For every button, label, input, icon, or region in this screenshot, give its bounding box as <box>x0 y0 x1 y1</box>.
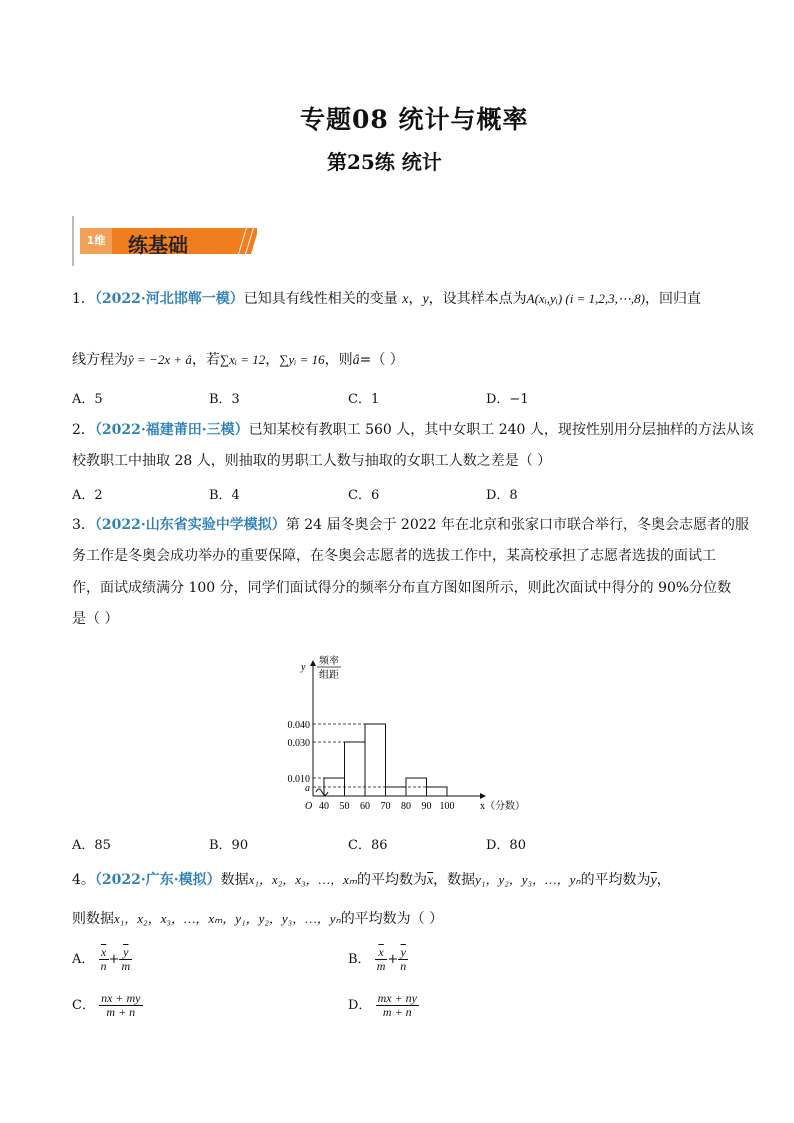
option-label: C． <box>72 998 95 1013</box>
x-tick-label: 40 <box>319 801 329 812</box>
y-tick-label: 0.030 <box>287 738 310 749</box>
q2-source: （2022·福建莆田·三模） <box>94 422 249 438</box>
q4-line1 <box>72 870 671 891</box>
frac-den: m <box>376 959 386 973</box>
q1-option-a[interactable]: A．5 <box>72 392 103 407</box>
y-axis-label-den: 组距 <box>319 670 339 681</box>
frac-den: m <box>121 959 131 973</box>
q3-line3: 作，面试成绩满分 100 分，同学们面试得分的频率分布直方图如图所示，则此次面试中得分的 90%分位数 <box>72 580 732 596</box>
q1-line1: 1．（2022·河北邯郸一模）已知具有线性相关的变量 x，y，设其样本点为A(xᵢ,yᵢ) (i = 1,2,3,⋯,8)，回归直 <box>72 291 701 307</box>
q3-number: 3． <box>72 517 95 533</box>
q2-number: 2． <box>72 422 95 438</box>
regression-expr: ŷ = −2x + â <box>128 352 192 367</box>
x-tick-label: 60 <box>360 801 370 812</box>
q3-text: 第 24 届冬奥会于 2022 年在北京和张家口市联合举行，冬奥会志愿者的服 <box>285 517 750 533</box>
q4-text: ， <box>656 872 671 888</box>
banner-tag: 1维 <box>86 234 106 247</box>
q1-text: ，设其样本点为 <box>428 291 527 307</box>
x-data-list: x₁，x₂，x₃，…，xₘ <box>248 872 357 887</box>
q1-text: =（ ） <box>359 352 404 368</box>
frac-num: nx + my <box>101 991 141 1005</box>
page-title: 专题08 统计与概率 <box>300 105 529 134</box>
y-axis-arrow <box>310 660 316 666</box>
q4-option-d[interactable] <box>348 992 419 1019</box>
q2-option-c[interactable]: C．6 <box>348 488 380 503</box>
histogram-bar <box>345 742 366 796</box>
q1-source: （2022·河北邯郸一模） <box>94 291 244 307</box>
option-label: A． <box>72 952 95 967</box>
option-label: B． <box>348 952 371 967</box>
q3-source: （2022·山东省实验中学模拟） <box>94 517 286 533</box>
histogram-bar <box>386 787 407 796</box>
origin-label: O <box>305 801 313 812</box>
q3-option-b[interactable]: B．90 <box>209 838 249 853</box>
q2-option-b[interactable]: B．4 <box>209 488 240 503</box>
y-axis-var: y <box>301 662 306 673</box>
q4-option-b[interactable]: B． $\frac{\overline{x}}{m}$ + $\frac{\overline{y}}{n}$ <box>348 945 407 973</box>
q2-text: 已知某校有教职工 560 人，其中女职工 240 人，现按性别用分层抽样的方法从该 <box>248 422 754 438</box>
q4-number: 4。 <box>72 872 95 888</box>
y-mean: $\overline{y}$ <box>650 873 657 888</box>
y-data-list: y₁，y₂，y₃，…，yₙ <box>475 872 581 887</box>
q1-text: ，回归直 <box>644 291 701 307</box>
q4-text: 的平均数为 <box>356 872 427 888</box>
q4-text: 数据 <box>220 872 249 888</box>
sample-point-expr: A(xᵢ,yᵢ) (i = 1,2,3,⋯,8) <box>526 291 645 306</box>
frac-num: $\overline{x}$ <box>375 946 388 960</box>
q1-option-b[interactable]: B．3 <box>209 392 240 407</box>
q1-number: 1． <box>72 291 95 307</box>
x-tick-label: 70 <box>380 801 391 812</box>
frac-num: $\overline{y}$ <box>119 946 132 960</box>
histogram-bar <box>365 724 386 796</box>
section-banner <box>72 216 257 266</box>
sum-x-expr: ∑xᵢ = 12 <box>219 352 266 367</box>
q1-text: 线方程为 <box>72 352 128 368</box>
q4-text: 则数据 <box>72 911 114 927</box>
x-axis-label: x（分数） <box>480 801 525 812</box>
q3-option-a[interactable]: A．85 <box>72 838 111 853</box>
frac-den: m + n <box>106 1005 136 1019</box>
frac-den: n <box>400 959 407 973</box>
q2-line1 <box>72 420 754 440</box>
x-axis-arrow <box>480 793 486 799</box>
q1-line2: 线方程为ŷ = −2x + â，若∑xᵢ = 12，∑yᵢ = 16，则â=（ ） <box>72 352 404 368</box>
q4-text: 的平均数为（ ） <box>340 911 444 927</box>
sum-y-expr: ∑yᵢ = 16 <box>279 352 325 367</box>
q3-line4: 是（ ） <box>72 611 119 627</box>
y-axis-label-num: 频率 <box>319 656 339 667</box>
q4-text: 的平均数为 <box>580 872 651 888</box>
q1-text: ，若 <box>191 352 220 368</box>
q1-text: ，则 <box>324 352 353 368</box>
ask-var: â <box>352 353 360 368</box>
q4-option-a[interactable]: A． $\frac{\overline{x}}{n}$ + $\frac{\overline{y}}{m}$ <box>72 945 131 973</box>
q4-source: （2022·广东·模拟） <box>94 872 221 888</box>
y-tick-label: 0.040 <box>287 720 310 731</box>
y-tick-label: 0.010 <box>287 774 310 785</box>
q3-option-d[interactable]: D．80 <box>486 838 526 853</box>
q4-text: ，数据 <box>433 872 476 888</box>
q3-line1 <box>72 515 749 535</box>
q1-text: 已知具有线性相关的变量 <box>243 291 398 307</box>
combined-data-list: x₁，x₂，x₃，…，xₘ，y₁，y₂，y₃，…，yₙ <box>114 911 341 926</box>
frac-num: $\overline{x}$ <box>99 946 109 960</box>
x-mean: $\overline{x}$ <box>426 873 434 888</box>
banner-label: 练基础 <box>128 233 188 257</box>
x-tick-label: 80 <box>401 801 411 812</box>
histogram-chart <box>268 650 538 820</box>
x-tick-label: 90 <box>421 801 432 812</box>
q4-line2 <box>72 909 443 929</box>
x-tick-label: 50 <box>339 801 350 812</box>
q2-line2: 校教职工中抽取 28 人，则抽取的男职工人数与抽取的女职工人数之差是（ ） <box>72 453 552 469</box>
q3-option-c[interactable]: C．86 <box>348 838 388 853</box>
frac-num: $\overline{y}$ <box>398 946 408 960</box>
q3-line2: 务工作是冬奥会成功举办的重要保障，在冬奥会志愿者的选拔工作中，某高校承担了志愿者选拔的面试工 <box>72 548 716 564</box>
histogram-bar <box>427 787 448 796</box>
var-y: y <box>422 292 429 307</box>
option-label: D． <box>348 998 372 1013</box>
q4-option-c[interactable] <box>72 992 143 1019</box>
frac-den: m + n <box>382 1005 412 1019</box>
page-subtitle: 第25练 统计 <box>327 150 442 174</box>
q2-option-d[interactable]: D．8 <box>486 488 518 503</box>
q1-option-d[interactable]: D．−1 <box>486 392 529 407</box>
q2-option-a[interactable]: A．2 <box>72 488 103 503</box>
axis-break-mark <box>316 789 328 795</box>
frac-den: n <box>100 959 107 973</box>
q1-option-c[interactable]: C．1 <box>348 392 380 407</box>
frac-num: mx + ny <box>377 991 417 1005</box>
var-x: x <box>402 292 409 307</box>
y-tick-label: a <box>305 783 310 794</box>
x-tick-label: 100 <box>439 801 455 812</box>
